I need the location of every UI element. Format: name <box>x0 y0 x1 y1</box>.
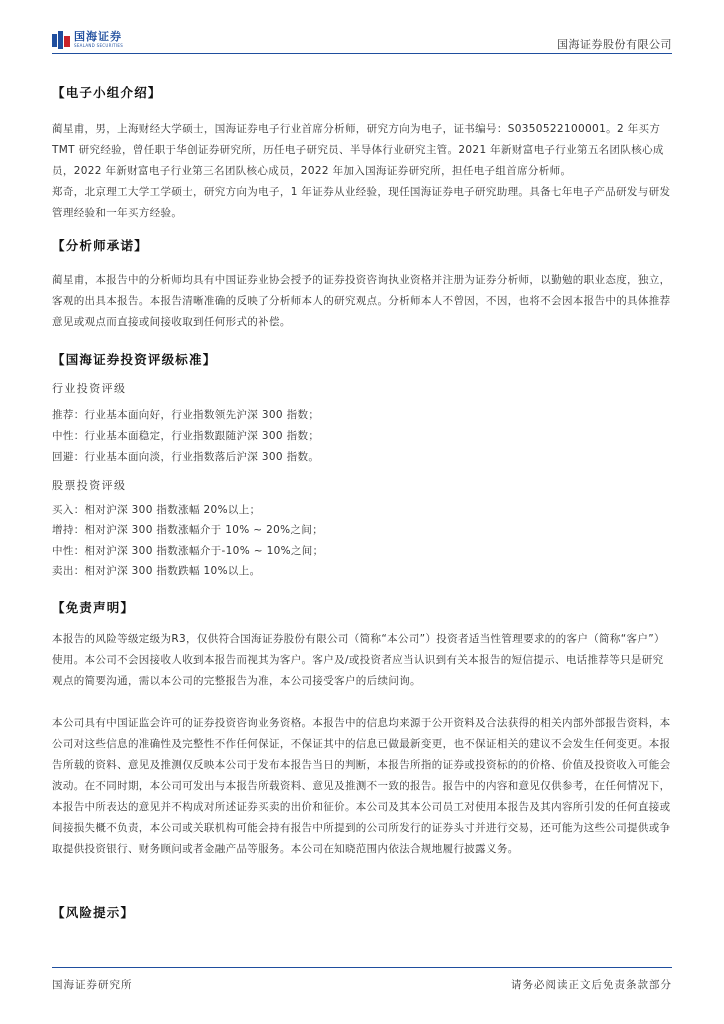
header-company-name: 国海证券股份有限公司 <box>557 38 672 51</box>
stock-rating-line: 卖出：相对沪深 300 指数跌幅 10%以上。 <box>52 565 261 577</box>
header-divider <box>52 53 672 54</box>
team-paragraph-2: 郑奇，北京理工大学工学硕士，研究方向为电子，1 年证券从业经验，现任国海证券电子研究助理。具备七年电子产品研发与研发管理经验和一年买方经验。 <box>52 186 671 219</box>
industry-rating-line: 中性：行业基本面稳定，行业指数跟随沪深 300 指数； <box>52 430 320 442</box>
team-paragraph-1: 蔺星甫，男，上海财经大学硕士，国海证券电子行业首席分析师，研究方向为电子，证书编号：S0350522100001。2 年买方 TMT 研究经验，曾任职于华创证券研究所，历任电子研究员、半导体行业研究主管。2021 年新财富电子行业第五名团队核心成员，2022 年新财富电子行业第三名团队核心成员，2022 年加入国海证券研究所，担任电子组首席分析师。 <box>52 123 664 177</box>
page-header <box>52 28 672 54</box>
footer-source: 国海证券研究所 <box>52 979 133 991</box>
logo-mark-icon <box>52 31 70 49</box>
stock-rating-line: 买入：相对沪深 300 指数涨幅 20%以上； <box>52 504 261 516</box>
industry-rating-line: 推荐：行业基本面向好，行业指数领先沪深 300 指数； <box>52 409 320 421</box>
commitment-paragraph: 蔺星甫，本报告中的分析师均具有中国证券业协会授予的证券投资咨询执业资格并注册为证券分析师，以勤勉的职业态度，独立，客观的出具本报告。本报告清晰准确的反映了分析师本人的研究观点。分析师本人不曾因，不因，也将不会因本报告中的具体推荐意见或观点而直接或间接收取到任何形式的补偿。 <box>52 274 671 328</box>
logo-en-text: SEALAND SECURITIES <box>74 43 124 48</box>
industry-rating-line: 回避：行业基本面向淡，行业指数落后沪深 300 指数。 <box>52 451 320 463</box>
disclaimer-paragraph-1: 本报告的风险等级定级为R3，仅供符合国海证券股份有限公司（简称“本公司”）投资者适当性管理要求的的客户（简称“客户”）使用。本公司不会因接收人收到本报告而视其为客户。客户及/或投资者应当认识到有关本报告的短信提示、电话推荐等只是研究观点的简要沟通，需以本公司的完整报告为准，本公司接受客户的后续问询。 <box>52 633 665 687</box>
section-title-rating: 【国海证券投资评级标准】 <box>52 352 217 367</box>
footer-divider <box>52 967 672 968</box>
stock-rating-heading: 股票投资评级 <box>52 479 127 492</box>
commitment-text <box>52 270 672 333</box>
stock-rating-line: 中性：相对沪深 300 指数涨幅介于-10% ~ 10%之间； <box>52 545 324 557</box>
industry-rating-heading: 行业投资评级 <box>52 382 127 395</box>
stock-rating-line: 增持：相对沪深 300 指数涨幅介于 10% ~ 20%之间； <box>52 524 324 536</box>
section-title-risk: 【风险提示】 <box>52 905 135 920</box>
section-title-team: 【电子小组介绍】 <box>52 85 162 100</box>
company-logo <box>52 30 123 50</box>
section-title-disclaimer: 【免责声明】 <box>52 600 135 615</box>
team-intro-text <box>52 119 672 224</box>
disclaimer-paragraph-2: 本公司具有中国证监会许可的证券投资咨询业务资格。本报告中的信息均来源于公开资料及合法获得的相关内部外部报告资料，本公司对这些信息的准确性及完整性不作任何保证，不保证其中的信息已做最新变更，也不保证相关的建议不会发生任何变更。本报告所载的资料、意见及推测仅反映本公司于发布本报告当日的判断，本报告所指的证券或投资标的的价格、价值及投资收入可能会波动。在不同时期，本公司可发出与本报告所载资料、意见及推测不一致的报告。报告中的内容和意见仅供参考，在任何情况下，本报告中所表达的意见并不构成对所述证券买卖的出价和征价。本公司及其本公司员工对使用本报告及其内容所引发的任何直接或间接损失概不负责，本公司或关联机构可能会持有报告中所提到的公司所发行的证券头寸并进行交易，还可能为这些公司提供或争取提供投资银行、财务顾问或者金融产品等服务。本公司在知晓范围内依法合规地履行披露义务。 <box>52 717 671 855</box>
disclaimer-text <box>52 629 672 860</box>
footer-notice: 请务必阅读正文后免责条款部分 <box>511 979 672 991</box>
section-title-commitment: 【分析师承诺】 <box>52 238 148 253</box>
logo-cn-text: 国海证券 <box>74 30 122 43</box>
